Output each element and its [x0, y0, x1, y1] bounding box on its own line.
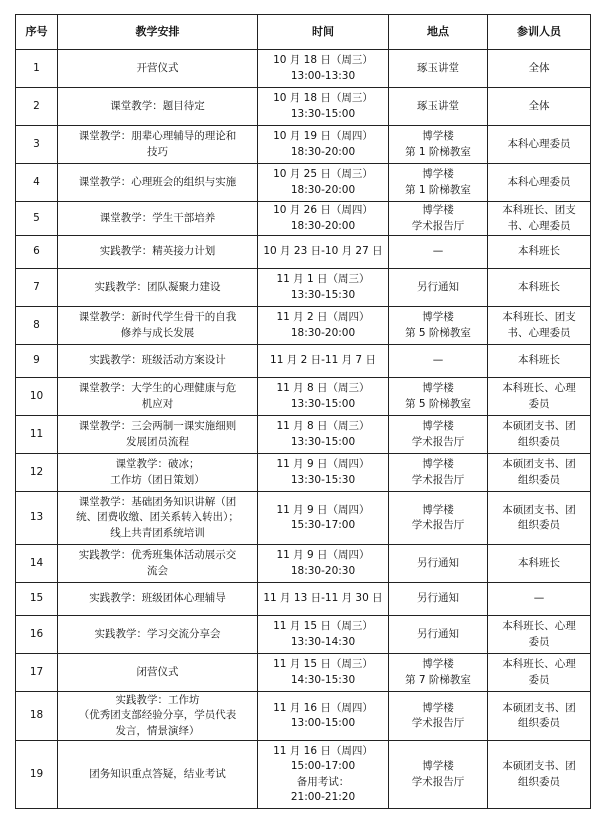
cell-place-line: 另行通知 — [417, 592, 459, 605]
table-row — [16, 616, 591, 654]
cell-place — [389, 126, 488, 164]
cell-place — [389, 692, 488, 741]
table-row — [16, 692, 591, 741]
cell-people-line: — — [533, 592, 545, 605]
cell-time-line: 13:00-13:30 — [290, 69, 356, 82]
row-number: 7 — [16, 269, 58, 307]
cell-people — [488, 345, 591, 378]
cell-activity-line: 课堂教学：题目待定 — [110, 99, 205, 112]
cell-people — [488, 164, 591, 202]
row-number: 15 — [16, 583, 58, 616]
cell-place-line: 博学楼 — [422, 658, 454, 671]
cell-activity-line: 技巧 — [147, 145, 168, 158]
cell-people-line: 组织委员 — [518, 519, 560, 531]
cell-activity — [58, 741, 258, 809]
cell-activity — [58, 345, 258, 378]
table-row — [16, 202, 591, 236]
cell-activity-line: 课堂教学：大学生的心理健康与危 — [78, 382, 237, 395]
cell-time-line: 10 月 26 日（周四） — [273, 204, 373, 217]
cell-time-line: 11 月 8 日（周三） — [276, 420, 370, 433]
cell-people — [488, 692, 591, 741]
table-row — [16, 741, 591, 809]
cell-time — [258, 545, 389, 583]
cell-activity-line: 实践教学：学习交流分享会 — [94, 627, 221, 640]
cell-place-line: 学术报告厅 — [411, 435, 465, 448]
cell-activity-line: 开营仪式 — [136, 61, 179, 74]
cell-time-line: 10 月 19 日（周四） — [273, 130, 373, 143]
cell-time — [258, 492, 389, 545]
cell-time-line: 11 月 9 日（周四） — [276, 458, 370, 471]
cell-people-line: 本硕团支书、团 — [502, 458, 576, 471]
cell-people-line: 本科心理委员 — [507, 137, 571, 150]
cell-place-line: 琢玉讲堂 — [417, 99, 459, 112]
cell-people-line: 本科班长 — [518, 556, 560, 569]
cell-people — [488, 416, 591, 454]
cell-place-line: 博学楼 — [422, 168, 454, 181]
cell-activity-line: 实践教学：团队凝聚力建设 — [94, 280, 221, 293]
cell-people — [488, 88, 591, 126]
cell-time — [258, 269, 389, 307]
header-activity: 教学安排 — [58, 15, 258, 50]
row-number: 6 — [16, 236, 58, 269]
cell-time-line: 13:00-15:00 — [290, 717, 356, 729]
cell-time-line: 13:30-15:00 — [290, 107, 356, 120]
table-row — [16, 378, 591, 416]
cell-people-line: 本硕团支书、团 — [502, 503, 576, 516]
cell-place — [389, 164, 488, 202]
cell-people-line: 本科班长、团支 — [502, 204, 576, 217]
cell-place — [389, 50, 488, 88]
table-row — [16, 654, 591, 692]
cell-place — [389, 654, 488, 692]
cell-activity-line: 课堂教学：学生干部培养 — [99, 211, 216, 224]
row-number: 16 — [16, 616, 58, 654]
cell-place-line: 第 7 阶梯教室 — [405, 673, 471, 686]
cell-time — [258, 616, 389, 654]
cell-time — [258, 654, 389, 692]
cell-activity — [58, 236, 258, 269]
table-row — [16, 345, 591, 378]
cell-time-line: 11 月 2 日（周四） — [276, 311, 370, 324]
cell-time-line: 21:00-21:20 — [290, 790, 356, 803]
cell-activity-line: 实践教学：工作坊 — [115, 694, 200, 707]
cell-people-line: 书、心理委员 — [507, 326, 571, 339]
cell-activity-line: （优秀团支部经验分享，学员代表 — [78, 709, 237, 722]
cell-place-line: 博学楼 — [422, 503, 454, 516]
cell-time-line: 11 月 15 日（周三） — [273, 658, 373, 671]
cell-activity — [58, 202, 258, 236]
cell-time — [258, 416, 389, 454]
cell-time — [258, 454, 389, 492]
cell-people — [488, 126, 591, 164]
cell-people-line: 本硕团支书、团 — [502, 760, 576, 773]
cell-activity-line: 修养与成长发展 — [120, 326, 195, 339]
cell-time-line: 备用考试： — [296, 775, 350, 788]
row-number: 11 — [16, 416, 58, 454]
cell-place — [389, 583, 488, 616]
cell-people-line: 本硕团支书、团 — [502, 701, 576, 714]
cell-activity-line: 机应对 — [141, 397, 174, 410]
cell-people — [488, 654, 591, 692]
cell-activity-line: 实践教学：精英接力计划 — [99, 245, 216, 258]
row-number: 8 — [16, 307, 58, 345]
cell-time-line: 10 月 23 日-10 月 27 日 — [263, 245, 383, 258]
cell-place-line: 学术报告厅 — [411, 717, 465, 729]
cell-time-line: 18:30-20:00 — [290, 183, 356, 196]
table-row — [16, 583, 591, 616]
cell-people — [488, 269, 591, 307]
cell-place — [389, 307, 488, 345]
cell-activity-line: 线上共青团系统培训 — [110, 526, 205, 539]
cell-people-line: 书、心理委员 — [507, 219, 571, 232]
cell-time-line: 10 月 18 日（周三） — [273, 54, 373, 67]
cell-time-line: 11 月 16 日（周四） — [273, 745, 373, 758]
header-row — [16, 15, 591, 50]
cell-activity-line: 课堂教学：朋辈心理辅导的理论和 — [78, 130, 237, 143]
row-number: 5 — [16, 202, 58, 236]
cell-place — [389, 492, 488, 545]
cell-people — [488, 492, 591, 545]
cell-activity — [58, 126, 258, 164]
cell-place-line: 博学楼 — [422, 382, 454, 395]
row-number: 10 — [16, 378, 58, 416]
row-number: 12 — [16, 454, 58, 492]
cell-time-line: 13:30-15:30 — [290, 288, 356, 301]
cell-time — [258, 741, 389, 809]
cell-place-line: 博学楼 — [422, 420, 454, 433]
cell-place-line: 博学楼 — [422, 311, 454, 324]
cell-time — [258, 50, 389, 88]
cell-activity-line: 实践教学：班级活动方案设计 — [89, 354, 226, 367]
cell-people — [488, 202, 591, 236]
cell-activity-line: 实践教学：班级团体心理辅导 — [89, 592, 226, 605]
cell-place — [389, 88, 488, 126]
cell-activity — [58, 416, 258, 454]
cell-time — [258, 345, 389, 378]
row-number: 9 — [16, 345, 58, 378]
cell-people-line: 全体 — [528, 99, 550, 112]
cell-activity-line: 流会 — [147, 564, 168, 577]
cell-people-line: 组织委员 — [518, 435, 560, 448]
cell-time — [258, 583, 389, 616]
cell-activity — [58, 692, 258, 741]
cell-time-line: 13:30-15:00 — [290, 397, 356, 410]
cell-activity-line: 工作坊（团日策划） — [110, 473, 205, 486]
table-row — [16, 454, 591, 492]
cell-place — [389, 269, 488, 307]
cell-place-line: — — [432, 245, 444, 258]
cell-activity-line: 发展团员流程 — [126, 435, 189, 448]
cell-time-line: 11 月 16 日（周四） — [273, 701, 373, 714]
row-number: 19 — [16, 741, 58, 809]
cell-activity — [58, 545, 258, 583]
table-row — [16, 416, 591, 454]
schedule-body — [16, 50, 591, 809]
row-number: 14 — [16, 545, 58, 583]
cell-people-line: 本科班长 — [518, 280, 560, 293]
cell-place-line: 学术报告厅 — [411, 519, 465, 531]
cell-time — [258, 88, 389, 126]
header-people: 参训人员 — [488, 15, 591, 50]
cell-time-line: 15:00-17:00 — [290, 760, 356, 773]
cell-activity — [58, 616, 258, 654]
cell-place-line: 另行通知 — [417, 280, 459, 293]
row-number: 17 — [16, 654, 58, 692]
table-row — [16, 88, 591, 126]
cell-people — [488, 583, 591, 616]
cell-place-line: 第 5 阶梯教室 — [405, 326, 471, 339]
cell-place — [389, 616, 488, 654]
header-time: 时间 — [258, 15, 389, 50]
cell-time-line: 11 月 9 日（周四） — [276, 549, 370, 562]
cell-time — [258, 378, 389, 416]
table-row — [16, 492, 591, 545]
cell-place-line: 第 1 阶梯教室 — [405, 183, 471, 196]
cell-activity-line: 实践教学：优秀班集体活动展示交 — [78, 549, 237, 562]
cell-place-line: 博学楼 — [422, 760, 454, 773]
cell-time-line: 15:30-17:00 — [290, 519, 356, 531]
cell-place-line: 博学楼 — [422, 130, 454, 143]
cell-place — [389, 236, 488, 269]
cell-activity-line: 课堂教学：破冰； — [115, 458, 200, 471]
cell-place — [389, 454, 488, 492]
cell-place — [389, 345, 488, 378]
cell-activity-line: 团务知识重点答疑，结业考试 — [89, 767, 226, 780]
cell-place-line: 博学楼 — [422, 204, 454, 217]
cell-time-line: 11 月 2 日-11 月 7 日 — [270, 354, 376, 367]
cell-people — [488, 616, 591, 654]
cell-time-line: 13:30-14:30 — [290, 635, 356, 648]
table-row — [16, 236, 591, 269]
row-number: 4 — [16, 164, 58, 202]
cell-people-line: 全体 — [528, 61, 550, 74]
cell-time — [258, 692, 389, 741]
row-number: 18 — [16, 692, 58, 741]
cell-people-line: 组织委员 — [518, 775, 560, 788]
cell-people-line: 委员 — [528, 673, 550, 686]
table-row — [16, 126, 591, 164]
cell-activity-line: 统、团费收缴、团关系转入转出）； — [76, 511, 239, 524]
cell-people-line: 委员 — [528, 397, 550, 410]
row-number: 13 — [16, 492, 58, 545]
table-row — [16, 307, 591, 345]
schedule-table — [15, 14, 591, 809]
cell-place — [389, 202, 488, 236]
cell-place — [389, 545, 488, 583]
cell-activity-line: 课堂教学：三会两制一课实施细则 — [78, 420, 237, 433]
cell-people — [488, 454, 591, 492]
cell-people — [488, 378, 591, 416]
cell-place-line: 第 1 阶梯教室 — [405, 145, 471, 158]
cell-people — [488, 50, 591, 88]
table-row — [16, 269, 591, 307]
header-place: 地点 — [389, 15, 488, 50]
cell-activity — [58, 50, 258, 88]
cell-place — [389, 741, 488, 809]
cell-people-line: 本科班长 — [518, 354, 560, 367]
cell-time — [258, 236, 389, 269]
cell-time-line: 18:30-20:00 — [290, 145, 356, 158]
cell-place — [389, 416, 488, 454]
cell-activity — [58, 654, 258, 692]
cell-time-line: 18:30-20:30 — [290, 564, 356, 577]
cell-time-line: 18:30-20:00 — [290, 219, 356, 232]
cell-activity — [58, 269, 258, 307]
cell-people-line: 本科班长、心理 — [502, 620, 576, 633]
cell-place-line: 学术报告厅 — [411, 219, 465, 232]
cell-time-line: 11 月 8 日（周三） — [276, 382, 370, 395]
cell-people-line: 组织委员 — [518, 717, 560, 729]
cell-time-line: 14:30-15:30 — [290, 673, 356, 686]
cell-people — [488, 741, 591, 809]
cell-activity — [58, 583, 258, 616]
header-number: 序号 — [16, 15, 58, 50]
cell-activity — [58, 454, 258, 492]
cell-activity — [58, 307, 258, 345]
cell-place-line: 博学楼 — [422, 701, 454, 714]
cell-time-line: 10 月 18 日（周三） — [273, 92, 373, 105]
cell-time — [258, 202, 389, 236]
cell-people-line: 本科班长、心理 — [502, 658, 576, 671]
cell-time-line: 11 月 9 日（周四） — [276, 503, 370, 516]
cell-activity — [58, 378, 258, 416]
cell-people-line: 本科班长、心理 — [502, 382, 576, 395]
cell-people — [488, 307, 591, 345]
cell-place-line: 学术报告厅 — [411, 775, 465, 788]
cell-time-line: 18:30-20:00 — [290, 326, 356, 339]
cell-time-line: 10 月 25 日（周三） — [273, 168, 373, 181]
cell-time-line: 11 月 13 日-11 月 30 日 — [263, 592, 383, 605]
cell-time-line: 11 月 1 日（周三） — [276, 273, 370, 286]
cell-place-line: — — [432, 354, 444, 367]
cell-activity-line: 闭营仪式 — [136, 665, 179, 678]
cell-people — [488, 236, 591, 269]
table-row — [16, 50, 591, 88]
cell-activity — [58, 88, 258, 126]
cell-place-line: 琢玉讲堂 — [417, 61, 459, 74]
cell-activity — [58, 164, 258, 202]
cell-people-line: 本科班长、团支 — [502, 311, 576, 324]
cell-activity-line: 课堂教学：基础团务知识讲解（团 — [78, 496, 237, 509]
cell-place-line: 博学楼 — [422, 458, 454, 471]
row-number: 3 — [16, 126, 58, 164]
cell-time-line: 13:30-15:30 — [290, 473, 356, 486]
cell-place — [389, 378, 488, 416]
cell-people-line: 本科班长 — [518, 245, 560, 258]
cell-people — [488, 545, 591, 583]
cell-activity-line: 课堂教学：新时代学生骨干的自我 — [78, 311, 237, 324]
cell-time-line: 11 月 15 日（周三） — [273, 620, 373, 633]
cell-place-line: 另行通知 — [417, 556, 459, 569]
cell-people-line: 组织委员 — [518, 473, 560, 486]
cell-time — [258, 126, 389, 164]
row-number: 2 — [16, 88, 58, 126]
cell-time — [258, 164, 389, 202]
cell-activity-line: 课堂教学：心理班会的组织与实施 — [78, 175, 237, 188]
cell-people-line: 委员 — [528, 635, 550, 648]
cell-place-line: 另行通知 — [417, 627, 459, 640]
row-number: 1 — [16, 50, 58, 88]
table-row — [16, 164, 591, 202]
cell-people-line: 本科心理委员 — [507, 175, 571, 188]
table-row — [16, 545, 591, 583]
cell-time-line: 13:30-15:00 — [290, 435, 356, 448]
cell-time — [258, 307, 389, 345]
cell-activity — [58, 492, 258, 545]
cell-place-line: 第 5 阶梯教室 — [405, 397, 471, 410]
cell-activity-line: 发言，情景演绎） — [115, 724, 200, 737]
cell-place-line: 学术报告厅 — [411, 473, 465, 486]
cell-people-line: 本硕团支书、团 — [502, 420, 576, 433]
